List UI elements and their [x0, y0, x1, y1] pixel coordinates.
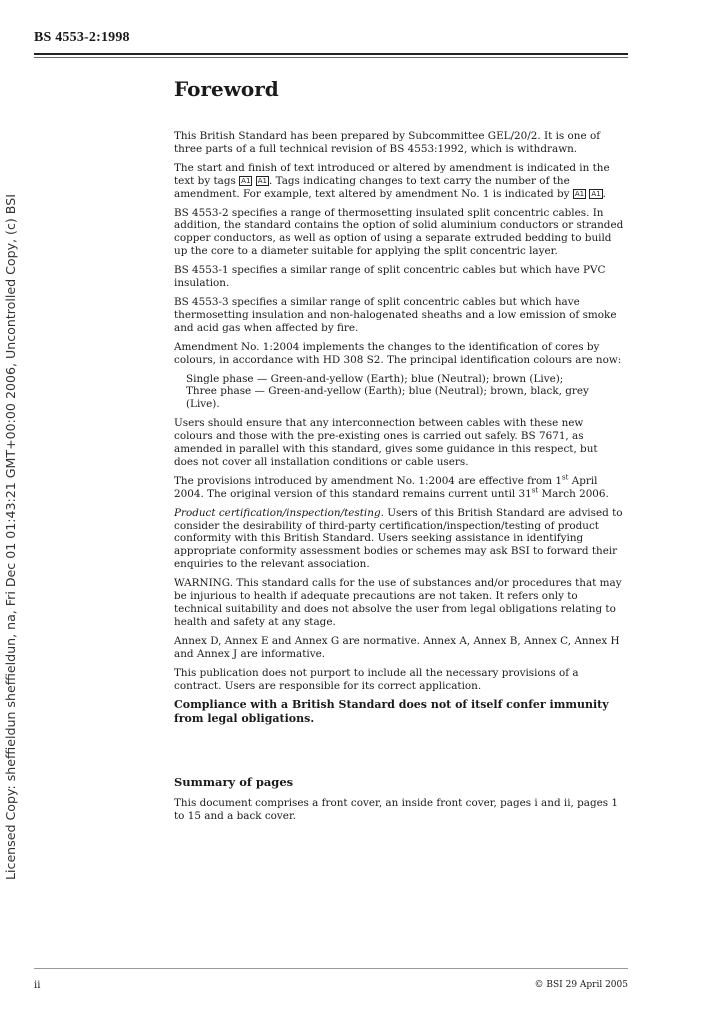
- paragraph-interconnection: Users should ensure that any interconnection between cables with these new colours and those with the pre-existing ones is carried out safely. BS 7671, as amended in parallel with this standard, gives some guidance in this respect, but does not cover all installation conditions or cable users.: [174, 417, 598, 468]
- summary-heading: Summary of pages: [174, 775, 294, 790]
- paragraph-effective-dates: [174, 475, 624, 501]
- effective-text-2: April 2004. The original version of this standard remains current until 31: [174, 474, 598, 500]
- certification-heading: Product certification/inspection/testing.: [174, 506, 384, 519]
- paragraph-warning: WARNING. This standard calls for the use of substances and/or procedures that may be injurious to health if adequate precautions are not taken. It refers only to technical suitability and does not absolve the user from legal obligations relating to health and safety at any stage.: [174, 577, 622, 628]
- amendment-start-tag-icon: A1: [241, 176, 251, 185]
- paragraph-committee: This British Standard has been prepared by Subcommittee GEL/20/2. It is one of three parts of a full technical revision of BS 4553:1992, which is withdrawn.: [174, 130, 601, 155]
- amendment-tags-text-1: The start and finish of text introduced or altered by amendment is indicated in the text by tags: [174, 161, 610, 187]
- amendment-end-tag-icon: A1: [591, 189, 601, 198]
- paragraph-amendment-tags: The start and finish of text introduced or altered by amendment is indicated in the text by tags A1 A1 . Tags indicating changes to text carry the number of the amendment. For example, text altered by amendment No. 1 is indicated by A1 A1 .: [174, 161, 610, 200]
- effective-text-3: March 2006.: [538, 487, 609, 500]
- footer-rule: [34, 968, 628, 969]
- paragraph-part3-scope: BS 4553-3 specifies a similar range of split concentric cables but which have thermosetting insulation and non-halogenated sheaths and a low emission of smoke and acid gas when affected by fire.: [174, 295, 617, 334]
- page-title: Foreword: [174, 77, 279, 101]
- paragraph-part1-scope: BS 4553-1 specifies a similar range of split concentric cables but which have PVC insulation.: [174, 264, 606, 290]
- paragraph-contract: This publication does not purport to include all the necessary provisions of a contract. Users are responsible for its correct application.: [174, 666, 579, 692]
- summary-text: This document comprises a front cover, an inside front cover, pages i and ii, pages 1 to 15 and a back cover.: [174, 797, 619, 823]
- colour-single-phase: Single phase — Green-and-yellow (Earth); blue (Neutral); brown (Live);: [186, 372, 564, 385]
- colour-list: [186, 373, 624, 412]
- certification-text: Users of this British Standard are advised to consider the desirability of third-party certification/inspection/testing of product conformity with this British Standard. Users seeking assistance in identifying appropriate conformity assessment bodies or schemes may ask BSI to forward their enquiries to the relevant association.: [174, 506, 623, 571]
- header-rule: [34, 53, 628, 55]
- amendment-start-tag-icon: A1: [574, 189, 585, 198]
- effective-text-1: The provisions introduced by amendment No. 1:2004 are effective from 1: [174, 474, 562, 487]
- paragraph-annexes: Annex D, Annex E and Annex G are normative. Annex A, Annex B, Annex C, Annex H and Annex J are informative.: [174, 634, 620, 660]
- amendment-tags-text-2: . Tags indicating changes to text carry the number of the amendment. For example, text altered by amendment No. 1 is indicated by: [174, 174, 570, 200]
- header-rule-thin: [34, 57, 628, 58]
- paragraph-part2-scope: BS 4553-2 specifies a range of thermosetting insulated split concentric cables. In addition, the standard contains the option of solid aluminium conductors or stranded copper conductors, as well as option of using a separate extruded bedding to build up the core to a diameter suitable for applying the split concentric layer.: [174, 206, 624, 258]
- paragraph-compliance: Compliance with a British Standard does not of itself confer immunity from legal obligations.: [174, 698, 609, 725]
- page-number: ii: [34, 980, 41, 991]
- foreword-section: [174, 76, 624, 829]
- paragraph-amendment-colours: Amendment No. 1:2004 implements the changes to the identification of cores by colours, in accordance with HD 308 S2. The principal identification colours are now:: [174, 340, 622, 366]
- superscript-st: st: [531, 486, 539, 495]
- watermark-text: Licensed Copy: sheffieldun sheffieldun, na, Fri Dec 01 01:43:21 GMT+00:00 2006, Uncontrolled Copy, (c) BSI: [3, 194, 18, 880]
- colour-three-phase: Three phase — Green-and-yellow (Earth); blue (Neutral); brown, black, grey (Live).: [186, 385, 589, 411]
- superscript-st: st: [562, 473, 569, 482]
- standard-number: BS 4553-2:1998: [34, 30, 130, 45]
- amendment-end-tag-icon: A1: [257, 176, 267, 185]
- paragraph-certification: [174, 507, 624, 572]
- license-watermark: [3, 194, 25, 880]
- copyright-notice: © BSI 29 April 2005: [534, 980, 628, 990]
